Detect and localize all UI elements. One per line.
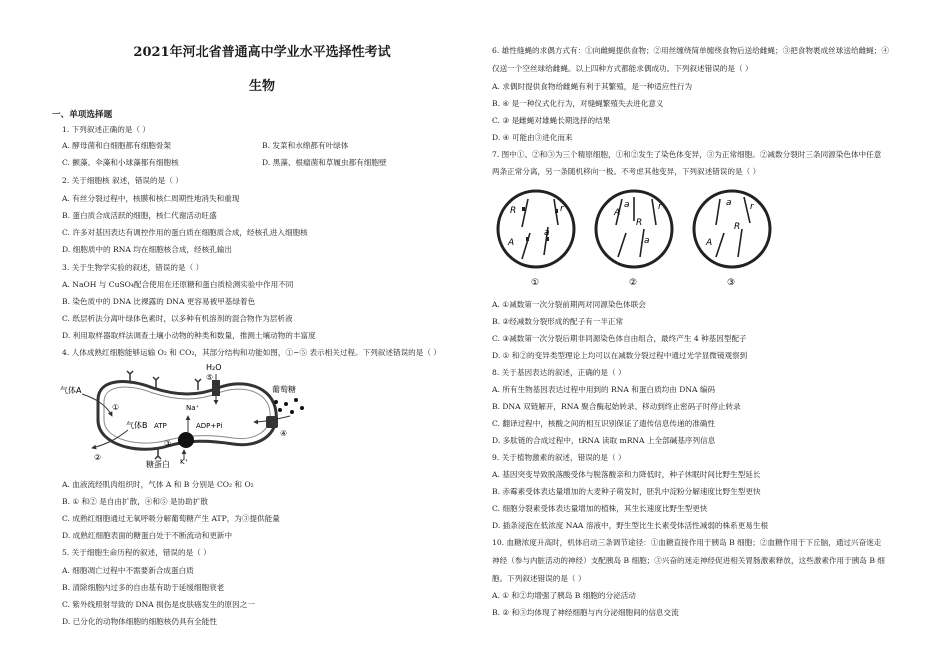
q4-glucose-dots: [274, 398, 304, 414]
q2-stem: 2. 关于细胞核 叙述，错误的是（ ）: [62, 176, 183, 185]
q5-option-d: D. 已分化的动物体细胞的细胞核仍具有全能性: [62, 617, 217, 626]
q6-option-b: B. ④ 是一种仪式化行为，对缝蝇繁殖失去进化意义: [492, 99, 664, 108]
exam-title: 2021年河北省普通高中学业水平选择性考试: [133, 45, 391, 60]
q5-option-a: A. 细胞凋亡过程中不需要新合成蛋白质: [62, 566, 194, 575]
q9-option-d: D. 插条浸泡在低浓度 NAA 溶液中，野生型比生长素受体活性减弱的株系更易生根: [492, 521, 769, 530]
q10-stem-line3: 胞。下列叙述错误的是（ ）: [492, 574, 586, 583]
q4-label-k: K⁺: [180, 458, 189, 466]
q2-option-c: C. 许多对基因表达有调控作用的蛋白质在细胞质合成，经核孔进入细胞核: [62, 228, 308, 237]
q7-cell1-gene-R: R: [510, 206, 517, 216]
q6-option-d: D. ④ 可能由③进化而来: [492, 133, 573, 142]
q4-label-atp: ATP: [154, 422, 167, 430]
q5-option-c: C. 紫外线照射导致的 DNA 损伤是皮肤癌发生的原因之一: [62, 600, 255, 609]
q4-label-adp: ADP+Pi: [196, 422, 223, 430]
q7-cell2-gene-A: A: [614, 208, 621, 218]
q4-glucose-transporter: [266, 416, 278, 428]
q6-option-c: C. ③ 是雌蝇对雄蝇长期选择的结果: [492, 116, 611, 125]
q2-option-b: B. 蛋白质合成活跃的细胞，核仁代谢活动旺盛: [62, 211, 217, 220]
q3-option-c: C. 纸层析法分离叶绿体色素时，以多种有机溶剂的混合物作为层析液: [62, 314, 293, 323]
q7-cell-1: [498, 191, 574, 288]
q7-cell3-gene-A: A: [706, 238, 713, 248]
q7-option-c: C. ③减数第一次分裂后期非同源染色体自由组合，最终产生 4 种基因型配子: [492, 334, 747, 343]
q1-option-b: B. 发菜和水绵都有叶绿体: [262, 141, 349, 150]
section-heading: 一、单项选择题: [52, 110, 113, 120]
q4-label-5: ⑤: [206, 373, 214, 382]
q8-stem: 8. 关于基因表达的叙述，正确的是（ ）: [492, 368, 626, 377]
q4-label-glycoprotein: 糖蛋白: [146, 460, 170, 469]
q4-option-c: C. 成熟红细胞通过无氧呼吸分解葡萄糖产生 ATP，为③提供能量: [62, 514, 280, 523]
q4-stem: 4. 人体成熟红细胞能够运输 O₂ 和 CO₂，其部分结构和功能如图，①~⑤ 表示相关过程。下列叙述错误的是（ ）: [62, 348, 441, 357]
q7-cell-2: [596, 191, 672, 288]
q8-option-d: D. 多肽链的合成过程中，tRNA 读取 mRNA 上全部碱基序列信息: [492, 436, 716, 445]
q4-sodium-potassium-pump: [178, 432, 194, 448]
q3-stem: 3. 关于生物学实验的叙述，错误的是（ ）: [62, 263, 204, 272]
q4-label-h2o: H₂O: [206, 363, 222, 372]
q7-cell2-gene-r: r: [658, 202, 662, 212]
q7-cell2-gene-a2: a: [644, 236, 650, 246]
q4-label-2: ②: [94, 453, 102, 462]
q4-label-glucose: 葡萄糖: [272, 385, 296, 394]
q1-option-a: A. 酵母菌和白细胞都有细胞骨架: [62, 141, 172, 150]
q4-option-d: D. 成熟红细胞表面的糖蛋白处于不断流动和更新中: [62, 531, 233, 540]
q8-option-b: B. DNA 双链解开，RNA 聚合酶起始转录、移动到终止密码子时停止转录: [492, 402, 741, 411]
q7-option-a: A. ①减数第一次分裂前期两对同源染色体联会: [492, 300, 646, 309]
q2-option-d: D. 细胞质中的 RNA 均在细胞核合成，经核孔输出: [62, 245, 233, 254]
q8-option-c: C. 翻译过程中，核酸之间的相互识别保证了遗传信息传递的准确性: [492, 419, 715, 428]
q9-stem: 9. 关于植物激素的叙述，错误的是（ ）: [492, 453, 626, 462]
q7-cell1-gene-r: r: [560, 204, 564, 214]
q4-label-1: ①: [112, 403, 120, 412]
q7-cell3-gene-a: a: [726, 198, 732, 208]
q3-option-d: D. 利用取样器取样法调查土壤小动物的种类和数量，推测土壤动物的丰富度: [62, 331, 316, 340]
q7-cell2-gene-a: a: [624, 200, 630, 210]
q7-cell-3: [694, 191, 770, 288]
q5-option-b: B. 清除细胞内过多的自由基有助于延缓细胞衰老: [62, 583, 225, 592]
q10-stem-line1: 10. 血糖浓度升高时，机体启动三条调节途径：①血糖直接作用于胰岛 B 细胞；②血糖作用于下丘脑，通过兴奋迷走: [492, 538, 882, 547]
q7-stem-line1: 7. 图中①、②和③为三个精原细胞，①和②发生了染色体变异，③为正常细胞。②减数分裂时三条同源染色体中任意: [492, 150, 882, 159]
q4-label-na: Na⁺: [186, 404, 200, 412]
q3-option-a: A. NaOH 与 CuSO₄配合使用在还原糖和蛋白质检测实验中作用不同: [62, 280, 294, 289]
q6-stem-line2: 仅送一个空丝球给雌蝇。以上四种方式都能求偶成功。下列叙述错误的是（ ）: [492, 64, 753, 73]
q4-label-3: ③: [164, 439, 172, 448]
q4-option-b: B. ① 和② 是自由扩散，④和⑤ 是协助扩散: [62, 497, 208, 506]
q7-cell3-label: ③: [727, 278, 736, 288]
q7-cell2-label: ②: [629, 278, 638, 288]
q6-option-a: A. 求偶时提供食物给雌蝇有利于其繁殖，是一种适应性行为: [492, 82, 693, 91]
q10-option-a: A. ① 和②均增强了胰岛 B 细胞的分泌活动: [492, 591, 636, 600]
q9-option-b: B. 赤霉素受体表达量增加的大麦种子萌发时，胚乳中淀粉分解速度比野生型更快: [492, 487, 761, 496]
q7-cell1-gene-A: A: [508, 238, 515, 248]
q4-label-gas-b: 气体B: [126, 421, 148, 430]
q4-red-blood-cell-diagram: [58, 360, 308, 470]
q7-cells-diagram: [494, 185, 774, 293]
q10-option-b: B. ② 和③均体现了神经细胞与内分泌细胞间的信息交流: [492, 608, 679, 617]
q3-option-b: B. 染色质中的 DNA 比裸露的 DNA 更容易被甲基绿着色: [62, 297, 256, 306]
q2-option-a: A. 有丝分裂过程中，核膜和核仁周期性地消失和重现: [62, 194, 240, 203]
q6-stem-line1: 6. 雄性缝蝇的求偶方式有：①向雌蝇提供食物；②用丝缠绕简单缠绕食物后送给雌蝇；③把食物裹成丝球送给雌蝇；④: [492, 46, 889, 55]
q7-cell1-label: ①: [531, 278, 540, 288]
q4-option-a: A. 血液流经肌肉组织时，气体 A 和 B 分别是 CO₂ 和 O₂: [62, 480, 254, 489]
q5-stem: 5. 关于细胞生命历程的叙述，错误的是（ ）: [62, 548, 211, 557]
q9-option-c: C. 细胞分裂素受体表达量增加的植株，其生长速度比野生型更快: [492, 504, 708, 513]
exam-subject: 生物: [248, 79, 275, 94]
q8-option-a: A. 所有生物基因表达过程中用到的 RNA 和蛋白质均由 DNA 编码: [492, 385, 716, 394]
q10-stem-line2: 神经（参与内脏活动的神经）支配胰岛 B 细胞；③兴奋的迷走神经促进相关胃肠激素释放，这些激素作用于胰岛 B 细: [492, 556, 885, 565]
q7-cell3-gene-R: R: [734, 222, 741, 232]
q7-cell3-gene-r: r: [750, 202, 754, 212]
q1-option-d: D. 黑藻、根瘤菌和草履虫都有细胞壁: [262, 158, 387, 167]
q4-glycoprotein-top: [127, 371, 201, 390]
q4-label-4: ④: [280, 429, 288, 438]
q4-label-gas-a: 气体A: [60, 386, 82, 395]
q1-stem: 1. 下列叙述正确的是（ ）: [62, 125, 151, 134]
q7-option-d: D. ① 和②的变异类型理论上均可以在减数分裂过程中通过光学显微镜观察到: [492, 351, 748, 360]
q9-option-a: A. 基因突变导致脱落酸受体与脱落酸亲和力降低时，种子休眠时间比野生型延长: [492, 470, 761, 479]
q1-option-c: C. 颤藻、伞藻和小球藻都有细胞核: [62, 158, 179, 167]
q7-option-b: B. ②经减数分裂形成的配子有一半正常: [492, 317, 624, 326]
q7-cell1-gene-a: a: [544, 228, 550, 238]
q7-cell2-gene-R: R: [636, 218, 643, 228]
q7-stem-line2: 两条正常分离，另一条随机移向一极。不考虑其他变异，下列叙述错误的是（ ）: [492, 167, 761, 176]
